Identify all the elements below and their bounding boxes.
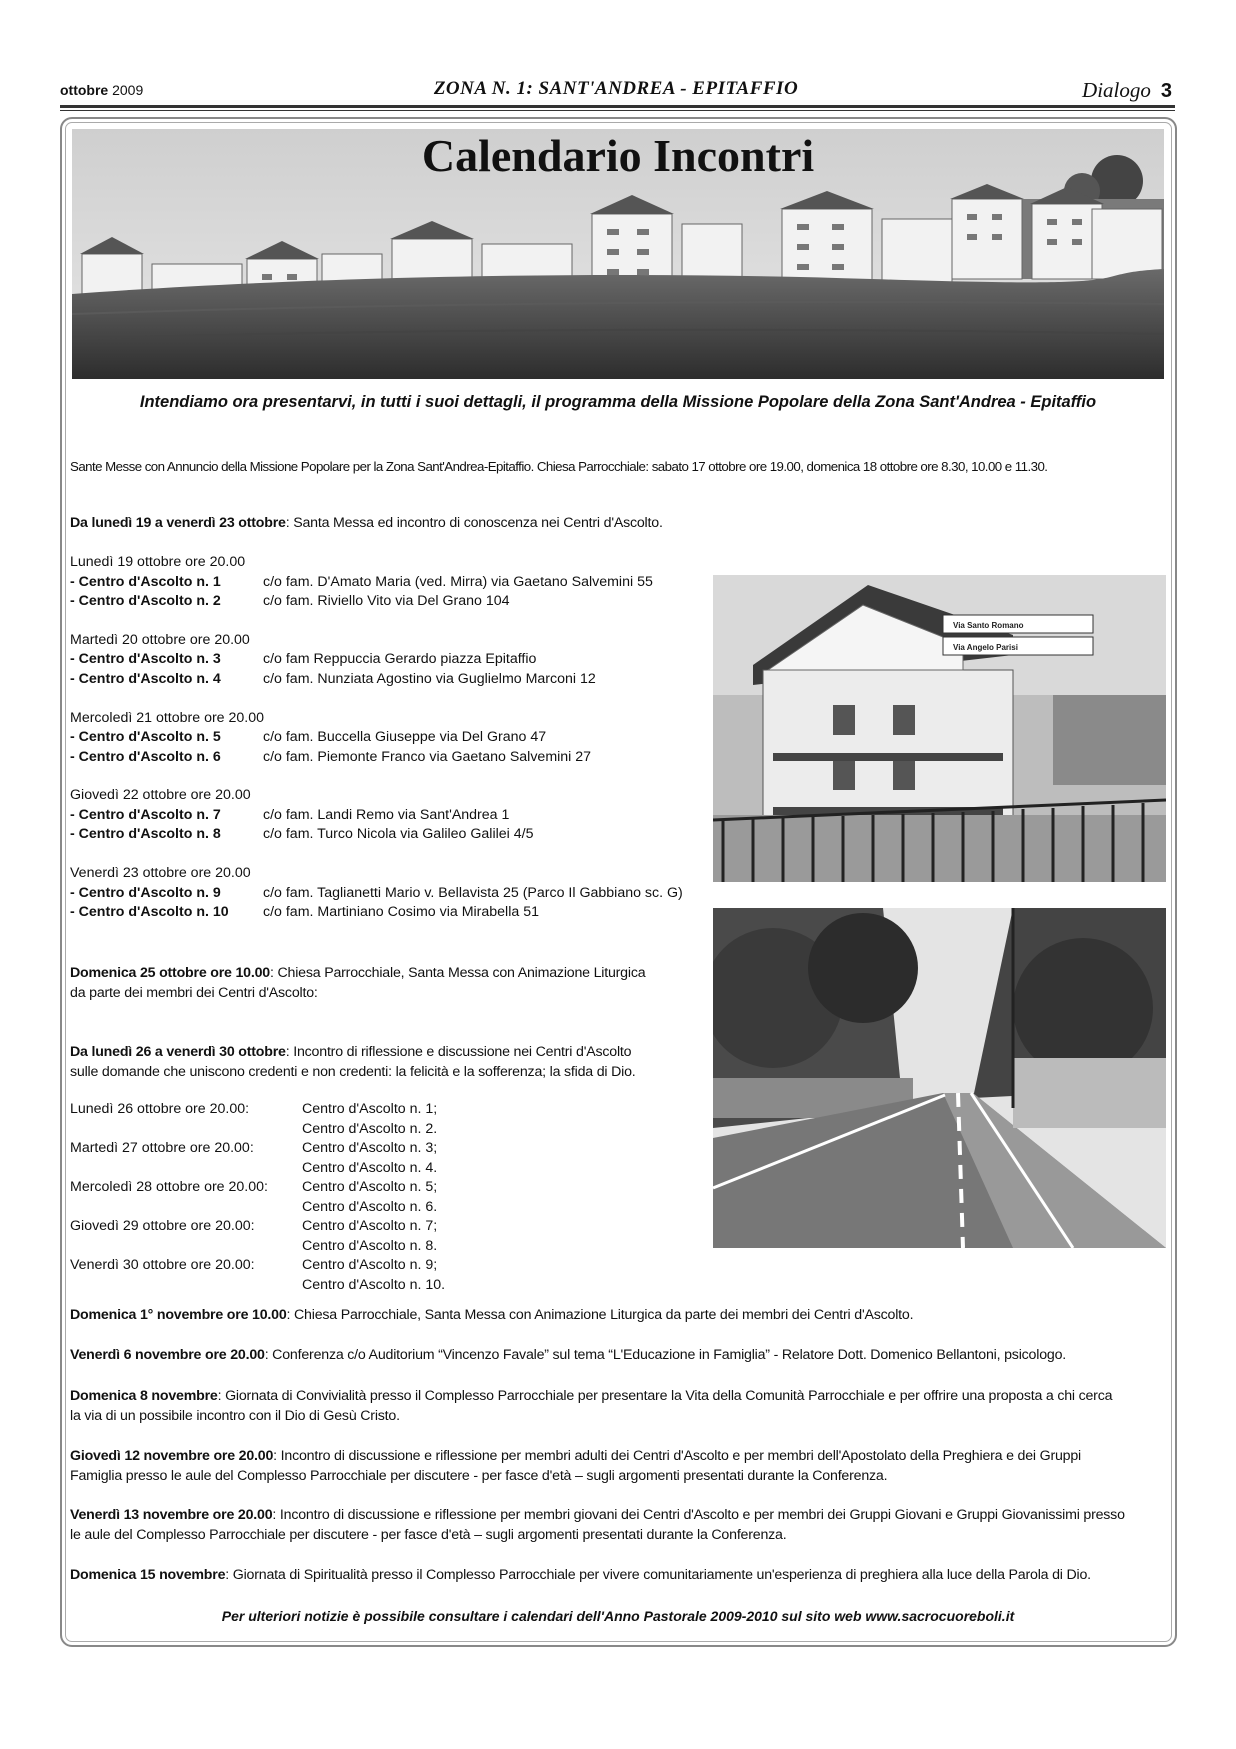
issue-date: ottobre 2009 <box>60 82 144 98</box>
event-date: Giovedì 12 novembre ore 20.00 <box>70 1448 274 1464</box>
center-label: - Centro d'Ascolto n. 7 <box>70 806 221 823</box>
center-host: c/o fam. Nunziata Agostino via Guglielmo Marconi 12 <box>263 670 596 687</box>
sign-street-2: Via Angelo Parisi <box>953 643 1018 652</box>
day-heading: Lunedì 19 ottobre ore 20.00 <box>70 554 246 570</box>
day-heading: Martedì 20 ottobre ore 20.00 <box>70 631 250 648</box>
center-label: - Centro d'Ascolto n. 3 <box>70 651 221 668</box>
center-label: - Centro d'Ascolto n. 10 <box>70 904 229 921</box>
footer-note: Per ulteriori notizie è possibile consultare i calendari dell'Anno Pastorale 2009-2010 sul sito web www.sacrocuoreboli.it <box>221 1608 1015 1624</box>
event-item <box>70 1506 1170 1545</box>
week2-text: Da lunedì 26 a venerdì 30 ottobre: Incontro di riflessione e discussione nei Centri d'Ascolto sulle domande che uniscono credenti e non credenti: la felicità e la sofferenza; la sfida di Dio. <box>70 1044 636 1080</box>
schedule-date: Mercoledì 28 ottobre ore 20.00: <box>70 1179 268 1195</box>
schedule-date: Martedì 27 ottobre ore 20.00: <box>70 1140 254 1156</box>
day-heading: Mercoledì 21 ottobre ore 20.00 <box>70 709 265 726</box>
day-heading: Giovedì 22 ottobre ore 20.00 <box>70 787 251 804</box>
day-heading: Venerdì 23 ottobre ore 20.00 <box>70 865 251 882</box>
center-host: c/o fam Reppuccia Gerardo piazza Epitaffio <box>263 651 537 668</box>
center-host: c/o fam. Martiniano Cosimo via Mirabella 51 <box>263 904 539 921</box>
event-item <box>70 1447 1170 1486</box>
header-rule-thin <box>60 110 1175 111</box>
schedule-center: Centro d'Ascolto n. 4. <box>302 1159 438 1176</box>
center-host: c/o fam. Buccella Giuseppe via Del Grano 47 <box>263 729 547 746</box>
center-host: c/o fam. Piemonte Franco via Gaetano Salvemini 27 <box>263 748 592 765</box>
page-number: 3 <box>1160 80 1172 102</box>
center-host: c/o fam. Turco Nicola via Galileo Galilei 4/5 <box>263 826 534 843</box>
intro-text: Intendiamo ora presentarvi, in tutti i suoi dettagli, il programma della Missione Popolare della Zona Sant'Andrea - Epitaffio <box>139 393 1097 411</box>
schedule-center: Centro d'Ascolto n. 3; <box>302 1140 438 1156</box>
center-label: - Centro d'Ascolto n. 5 <box>70 729 221 746</box>
event-description: : Giornata di Convivialità presso il Complesso Parrocchiale per presentare la Vita della Comunità Parrocchiale e per offrire una proposta a chi cerca <box>217 1388 1113 1404</box>
schedule-date: Lunedì 26 ottobre ore 20.00: <box>70 1101 250 1117</box>
building-photo <box>713 575 1166 882</box>
page-title: Calendario Incontri <box>421 130 815 181</box>
schedule-center: Centro d'Ascolto n. 7; <box>302 1218 438 1234</box>
schedule-center: Centro d'Ascolto n. 2. <box>302 1120 438 1137</box>
event-date: Domenica 8 novembre <box>70 1388 218 1404</box>
event-description: : Giornata di Spiritualità presso il Complesso Parrocchiale per vivere comunitariamente un'esperienza di preghiera alla luce della Parola di Dio. <box>225 1567 1091 1583</box>
event-item <box>70 1346 1170 1366</box>
center-label: - Centro d'Ascolto n. 8 <box>70 826 221 843</box>
center-host: c/o fam. Landi Remo via Sant'Andrea 1 <box>263 806 510 823</box>
sunday25-text: Domenica 25 ottobre ore 10.00: Chiesa Parrocchiale, Santa Messa con Animazione Liturgica da parte dei membri dei Centri d'Ascolto: <box>70 965 646 1001</box>
center-label: - Centro d'Ascolto n. 6 <box>70 748 221 765</box>
masses-text: Sante Messe con Annuncio della Missione Popolare per la Zona Sant'Andrea-Epitaffio. Chiesa Parrocchiale: sabato 17 ottobre ore 19.00, domenica 18 ottobre ore 8.30, 10.00 e 11.30. <box>70 459 1048 474</box>
schedule-center: Centro d'Ascolto n. 5; <box>302 1179 438 1195</box>
schedule-date: Giovedì 29 ottobre ore 20.00: <box>70 1218 255 1234</box>
event-description: : Incontro di discussione e riflessione per membri giovani dei Centri d'Ascolto e per membri dei Gruppi Giovani e Gruppi Giovanissimi presso <box>272 1507 1125 1523</box>
event-date: Domenica 15 novembre <box>70 1567 226 1583</box>
event-description: : Conferenza c/o Auditorium “Vincenzo Favale” sul tema “L'Educazione in Famiglia” - Relatore Dott. Domenico Bellantoni, psicologo. <box>264 1347 1067 1363</box>
road-photo <box>713 908 1166 1248</box>
schedule-center: Centro d'Ascolto n. 8. <box>302 1237 438 1254</box>
magazine-name: Dialogo 3 <box>1082 78 1172 102</box>
event-description: : Chiesa Parrocchiale, Santa Messa con Animazione Liturgica da parte dei membri dei Centri d'Ascolto. <box>286 1307 914 1323</box>
road-image <box>713 908 1166 1248</box>
event-description: : Incontro di discussione e riflessione per membri adulti dei Centri d'Ascolto e per membri dell'Apostolato della Preghiera e dei Gruppi <box>273 1448 1081 1464</box>
center-label: - Centro d'Ascolto n. 2 <box>70 593 221 609</box>
schedule-center: Centro d'Ascolto n. 6. <box>302 1198 438 1215</box>
schedule-date: Venerdì 30 ottobre ore 20.00: <box>70 1257 255 1273</box>
center-label: - Centro d'Ascolto n. 1 <box>70 573 221 590</box>
sign-street-1: Via Santo Romano <box>953 621 1024 630</box>
center-host: c/o fam. D'Amato Maria (ved. Mirra) via Gaetano Salvemini 55 <box>263 573 653 590</box>
schedule-center: Centro d'Ascolto n. 9; <box>302 1257 438 1273</box>
header-rule <box>60 105 1175 108</box>
event-date: Domenica 1° novembre ore 10.00 <box>70 1307 287 1323</box>
center-host: c/o fam. Riviello Vito via Del Grano 104 <box>263 593 510 609</box>
event-item <box>70 1387 1170 1426</box>
schedule-center: Centro d'Ascolto n. 10. <box>302 1276 446 1293</box>
event-date: Venerdì 13 novembre ore 20.00 <box>70 1507 273 1523</box>
event-description: Famiglia presso le aule del Complesso Parrocchiale per discutere - per fasce d'età – sugli argomenti presentati durante la Conferenza. <box>70 1467 888 1484</box>
page-header <box>60 78 1172 104</box>
event-item <box>70 1566 1170 1586</box>
event-date: Venerdì 6 novembre ore 20.00 <box>70 1347 265 1363</box>
center-label: - Centro d'Ascolto n. 9 <box>70 884 221 901</box>
week1-text: Da lunedì 19 a venerdì 23 ottobre: Santa Messa ed incontro di conoscenza nei Centri d'Ascolto. <box>70 515 663 531</box>
center-label: - Centro d'Ascolto n. 4 <box>70 670 221 687</box>
event-item <box>70 1306 1170 1326</box>
zone-title: ZONA N. 1: SANT'ANDREA - EPITAFFIO <box>433 78 799 99</box>
event-description: la via di un possibile incontro con il Dio di Gesù Cristo. <box>70 1407 400 1424</box>
center-host: c/o fam. Taglianetti Mario v. Bellavista 25 (Parco Il Gabbiano sc. G) <box>263 884 683 901</box>
hero-photo <box>72 129 1164 379</box>
schedule-center: Centro d'Ascolto n. 1; <box>302 1101 438 1117</box>
event-description: le aule del Complesso Parrocchiale per discutere - per fasce d'età – sugli argomenti presentati durante la Conferenza. <box>70 1526 787 1543</box>
building-image <box>713 575 1166 882</box>
